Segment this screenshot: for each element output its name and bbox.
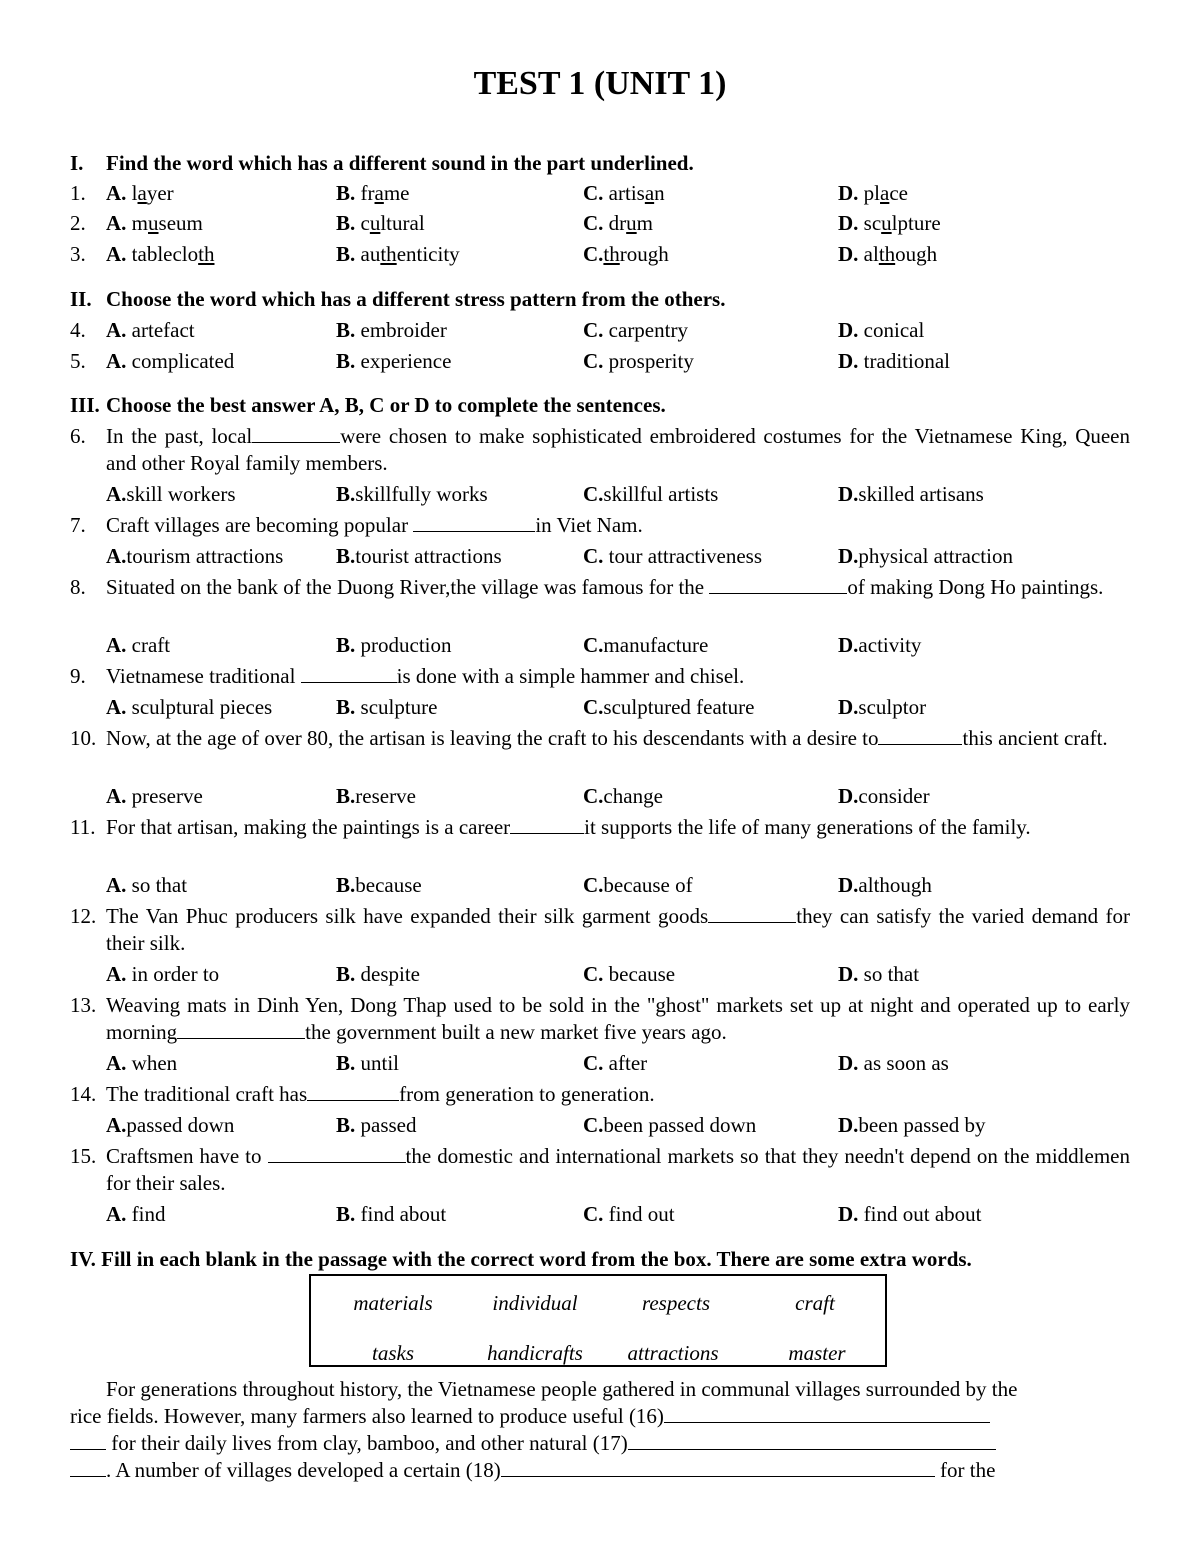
question-15: 15. Craftsmen have to the domestic and international markets so that they needn't depend on the middlemen for their sales. (70, 1144, 1130, 1195)
option-c: C. carpentry (583, 318, 688, 342)
word-box-item: respects (641, 1291, 711, 1315)
question-9: 9. Vietnamese traditional is done with a simple hammer and chisel. (70, 664, 745, 688)
option-b: B. sculpture (336, 695, 438, 719)
answer-blank (307, 1082, 399, 1101)
option-b: B. experience (336, 349, 452, 373)
question-3: 3. A. tablecloth B. authenticity C.through D. although (70, 242, 938, 266)
option-d: D. place (838, 181, 908, 205)
question-14-options (70, 1112, 1130, 1139)
option-b: B. cultural (336, 211, 425, 235)
answer-blank (878, 726, 962, 745)
answer-blank (413, 513, 535, 532)
question-6-options (70, 481, 1130, 508)
option-d: D.skilled artisans (838, 482, 984, 506)
answer-blank (268, 1144, 406, 1163)
option-d: D. although (838, 242, 938, 266)
answer-blank-17 (628, 1431, 996, 1450)
option-d: D.sculptor (838, 695, 927, 719)
passage-line-4: . A number of villages developed a certain (18) for the (70, 1457, 995, 1484)
option-a: A. sculptural pieces (106, 695, 273, 719)
option-c: C.because of (583, 873, 693, 897)
question-14: 14. The traditional craft has from generation to generation. (70, 1082, 655, 1106)
question-7: 7. Craft villages are becoming popular in Viet Nam. (70, 513, 643, 537)
answer-blank-16-cont (70, 1431, 106, 1450)
question-9-options (70, 694, 1130, 721)
answer-blank-17-cont (70, 1458, 106, 1477)
option-a: A. layer (106, 181, 174, 205)
question-10-options (70, 783, 1130, 810)
option-c: C. find out (583, 1202, 675, 1226)
section-heading-3: III. Choose the best answer A, B, C or D to complete the sentences. (70, 393, 666, 417)
word-box-item: craft (795, 1291, 835, 1315)
question-13: 13. Weaving mats in Dinh Yen, Dong Thap used to be sold in the "ghost" markets set up at night and operated up to early morning the government built a new market five years ago. (70, 993, 1130, 1044)
passage-line-2: rice fields. However, many farmers also learned to produce useful (16) (70, 1403, 990, 1430)
option-a: A. artefact (106, 318, 195, 342)
word-box-item: handicrafts (487, 1341, 583, 1365)
word-box-item: master (788, 1341, 846, 1365)
option-a: A.tourism attractions (106, 544, 284, 568)
section-heading-2: II. Choose the word which has a different stress pattern from the others. (70, 287, 726, 311)
option-d: D. conical (838, 318, 925, 342)
option-a: A. complicated (106, 349, 235, 373)
option-d: D. so that (838, 962, 920, 986)
answer-blank (301, 664, 397, 683)
option-b: B. production (336, 633, 452, 657)
option-a: A.skill workers (106, 482, 236, 506)
answer-blank (708, 904, 796, 923)
question-7-options (70, 543, 1130, 570)
option-a: A. find (106, 1202, 166, 1226)
option-c: C.sculptured feature (583, 695, 755, 719)
option-a: A. craft (106, 633, 171, 657)
option-d: D.been passed by (838, 1113, 986, 1137)
option-b: B. authenticity (336, 242, 460, 266)
answer-blank-18 (501, 1458, 935, 1477)
option-a: A. tablecloth (106, 242, 215, 266)
option-d: D. traditional (838, 349, 950, 373)
option-a: A. when (106, 1051, 178, 1075)
option-a: A.passed down (106, 1113, 235, 1137)
answer-blank (709, 575, 847, 594)
question-11: 11. For that artisan, making the paintings is a career it supports the life of many generations of the family. (70, 815, 1031, 839)
question-6: 6. In the past, local were chosen to make sophisticated embroidered costumes for the Vietnamese King, Queen and other Royal family members. (70, 424, 1130, 475)
option-c: C.manufacture (583, 633, 709, 657)
option-b: B. passed (336, 1113, 417, 1137)
option-b: B. until (336, 1051, 400, 1075)
option-a: A. in order to (106, 962, 220, 986)
option-c: C.been passed down (583, 1113, 757, 1137)
option-d: D. as soon as (838, 1051, 949, 1075)
option-c: C. because (583, 962, 676, 986)
answer-blank (177, 1020, 305, 1039)
option-b: B.skillfully works (336, 482, 488, 506)
question-5: 5. A. complicated B. experience C. prosperity D. traditional (70, 349, 950, 373)
option-b: B.tourist attractions (336, 544, 502, 568)
answer-blank (510, 815, 584, 834)
option-b: B.because (336, 873, 422, 897)
question-12-options (70, 961, 1130, 988)
option-c: C.change (583, 784, 663, 808)
option-c: C.through (583, 242, 669, 266)
option-d: D.although (838, 873, 932, 897)
word-box-item: individual (492, 1291, 578, 1315)
option-c: C. drum (583, 211, 654, 235)
option-c: C. prosperity (583, 349, 694, 373)
option-b: B. embroider (336, 318, 447, 342)
question-13-options (70, 1050, 1130, 1077)
question-8-options (70, 632, 1130, 659)
word-box-item: attractions (627, 1341, 719, 1365)
option-b: B. find about (336, 1202, 447, 1226)
question-10: 10. Now, at the age of over 80, the artisan is leaving the craft to his descendants with a desire to this ancient craft. (70, 726, 1108, 750)
option-d: D. find out about (838, 1202, 982, 1226)
option-c: C. after (583, 1051, 648, 1075)
option-a: A. so that (106, 873, 188, 897)
word-box-item: materials (353, 1291, 433, 1315)
question-11-options (70, 872, 1130, 899)
section-heading-4: IV. Fill in each blank in the passage with the correct word from the box. There are some extra words. (70, 1247, 972, 1271)
question-4: 4. A. artefact B. embroider C. carpentry D. conical (70, 318, 925, 342)
option-d: D.consider (838, 784, 930, 808)
option-b: B. frame (336, 181, 410, 205)
word-box-item: tasks (372, 1341, 414, 1365)
passage-line-3: for their daily lives from clay, bamboo, and other natural (17) (70, 1430, 996, 1457)
option-c: C. artisan (583, 181, 665, 205)
question-12: 12. The Van Phuc producers silk have expanded their silk garment goods they can satisfy the varied demand for their silk. (70, 904, 1130, 955)
option-a: A. preserve (106, 784, 203, 808)
question-8: 8. Situated on the bank of the Duong River,the village was famous for the of making Dong Ho paintings. (70, 575, 1104, 599)
option-b: B. despite (336, 962, 420, 986)
option-b: B.reserve (336, 784, 416, 808)
option-c: C. tour attractiveness (583, 544, 763, 568)
question-2: 2. A. museum B. cultural C. drum D. sculpture (70, 211, 941, 235)
answer-blank-16 (664, 1404, 990, 1423)
option-d: D. sculpture (838, 211, 941, 235)
option-d: D.physical attraction (838, 544, 1013, 568)
section-heading-1: I. Find the word which has a different sound in the part underlined. (70, 151, 694, 175)
option-d: D.activity (838, 633, 922, 657)
word-box (309, 1274, 887, 1367)
option-c: C.skillful artists (583, 482, 719, 506)
answer-blank (252, 424, 340, 443)
passage-line-1: For generations throughout history, the Vietnamese people gathered in communal villages surrounded by the (106, 1377, 1018, 1401)
question-1: 1. A. layer B. frame C. artisan D. place (70, 181, 908, 205)
question-15-options (70, 1201, 1130, 1228)
option-a: A. museum (106, 211, 203, 235)
page-title: TEST 1 (UNIT 1) (473, 65, 727, 102)
